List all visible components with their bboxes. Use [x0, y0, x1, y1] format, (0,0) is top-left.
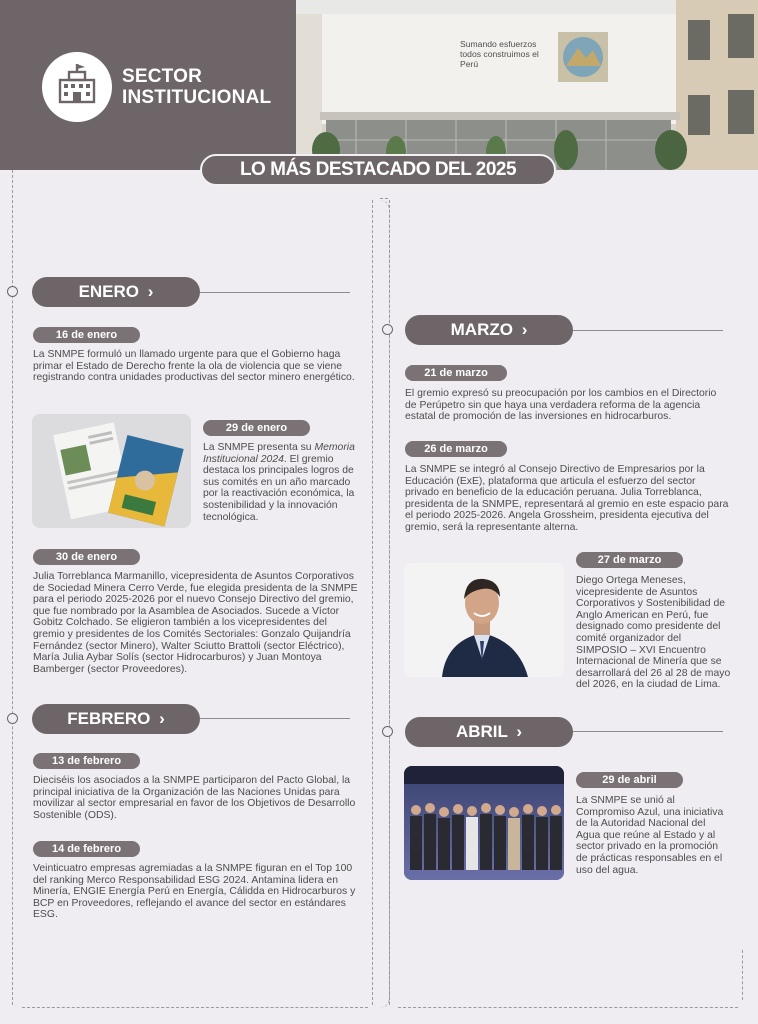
date-badge: 14 de febrero: [33, 841, 140, 857]
month-enero[interactable]: [32, 277, 200, 307]
building-photo: [296, 0, 758, 170]
month-label: MARZO: [450, 320, 513, 339]
date-badge: 27 de marzo: [576, 552, 683, 568]
event-text: La SNMPE presenta su Memoria Institucional 2024. El gremio destaca los principales logros de sus comités en un año marcado por la reactivación económica, la sostenibilidad y la innovación tecnológica.: [203, 442, 355, 523]
event-text: El gremio expresó su preocupación por los cambios en el Directorio de Perúpetro sin que haya una verdadera reforma de la agencia estatal de promoción de las inversiones en hidrocarburos.: [405, 388, 717, 423]
timeline-center-top: [380, 198, 388, 199]
date-badge: 13 de febrero: [33, 753, 140, 769]
chevron-right-icon: ›: [521, 320, 528, 339]
timeline-center-right: [389, 200, 390, 1005]
month-divider: [573, 731, 723, 732]
timeline-center-line: [370, 200, 390, 1008]
timeline-left-bottom: [22, 1007, 368, 1008]
group-photo: [404, 766, 564, 880]
timeline-right-bottom: [398, 1007, 738, 1008]
logo-badge: [42, 52, 112, 122]
month-divider: [573, 330, 723, 331]
date-badge: 16 de enero: [33, 327, 140, 343]
date-badge: 30 de enero: [33, 549, 140, 565]
month-label: ABRIL: [455, 722, 508, 741]
event-text: Dieciséis los asociados a la SNMPE participaron del Pacto Global, la principal iniciativa de la Organización de las Naciones Unidas para movilizar al sector empresarial en favor de los Objetivos de Desarrollo Sostenible (ODS).: [33, 775, 356, 821]
month-label: ENERO: [78, 282, 140, 301]
month-divider: [200, 718, 350, 719]
event-text: Diego Ortega Meneses, vicepresidente de Asuntos Corporativos y Sostenibilidad de Anglo American en Perú, fue designado como presidente del comité organizador del SIMPOSIO – XVI Encuentro Internacional de Minería que se desarrollará del 26 al 28 de mayo del 2026, en la ciudad de Lima.: [576, 575, 731, 691]
month-divider: [200, 292, 350, 293]
event-text: Veinticuatro empresas agremiadas a la SNMPE figuran en el Top 100 del ranking Merco Responsabilidad ESG 2024. Antamina lidera en Minería, ENGIE Energía Perú en Energía, Cálidda en Hidrocarburos y BCP en Proveedores, reflejando el avance del sector en estándares ESG.: [33, 863, 356, 921]
memoria-photo: [32, 414, 191, 528]
timeline-right-line: [742, 950, 743, 1000]
date-badge: 29 de abril: [576, 772, 683, 788]
event-text: La SNMPE se unió al Compromiso Azul, una iniciativa de la Autoridad Nacional del Agua que reúne al Estado y al sector privado en la promoción de prácticas responsables en el uso del agua.: [576, 795, 724, 876]
event-text: Julia Torreblanca Marmanillo, vicepresidenta de Asuntos Corporativos de Sociedad Minera Cerro Verde, fue elegida presidenta de la SNMPE para el periodo 2025-2026 por el nuevo Consejo Directivo del gremio, que fue nombrado por la Asamblea de Asociados. Sucede a Víctor Gobitz Colchado. Se eligieron también a los vicepresidentes del gremio y presidentes de los Comités Sectoriales: Gonzalo Quijandría Fernández (sector Minero), Walter Sciutto Brattoli (sector Eléctrico), María Julia Aybar Solís (sector Hidrocarburos) y Juan Montoya Bamberger (sector Proveedores).: [33, 571, 358, 675]
event-text: La SNMPE se integró al Consejo Directivo de Empresarios por la Educación (ExE), plataforma que articula el esfuerzo del sector privado en beneficio de la educación peruana. Julia Torreblanca, presidenta de la SNMPE, representará al gremio en este espacio para el periodo 2025-2026. Angela Grossheim, presidenta ejecutiva del gremio, será la representante alterna.: [405, 464, 729, 533]
chevron-right-icon: ›: [147, 282, 154, 301]
date-badge: 29 de enero: [203, 420, 310, 436]
timeline-node: [7, 286, 18, 297]
date-badge: 21 de marzo: [405, 365, 507, 381]
timeline-node: [382, 324, 393, 335]
month-marzo[interactable]: [405, 315, 573, 345]
section-title: SECTOR INSTITUCIONAL: [122, 66, 272, 108]
publication-title: Memoria Institucional 2024: [203, 442, 355, 465]
page-title: LO MÁS DESTACADO DEL 2025: [200, 154, 556, 186]
timeline-node: [382, 726, 393, 737]
building-sign-text: Sumando esfuerzos todos construimos el Perú: [460, 39, 539, 69]
building-icon: [42, 52, 112, 122]
chevron-right-icon: ›: [159, 709, 165, 728]
month-label: FEBRERO: [67, 709, 151, 728]
timeline-center-left: [372, 200, 373, 1005]
event-text: La SNMPE formuló un llamado urgente para que el Gobierno haga primar el Estado de Derecho frente la ola de violencia que se viene registrando contra unidades productivas del sector minero energético.: [33, 349, 355, 384]
month-febrero[interactable]: [32, 704, 200, 734]
timeline-node: [7, 713, 18, 724]
portrait-photo: [404, 563, 564, 677]
date-badge: 26 de marzo: [405, 441, 507, 457]
month-abril[interactable]: [405, 717, 573, 747]
chevron-right-icon: ›: [516, 722, 523, 741]
